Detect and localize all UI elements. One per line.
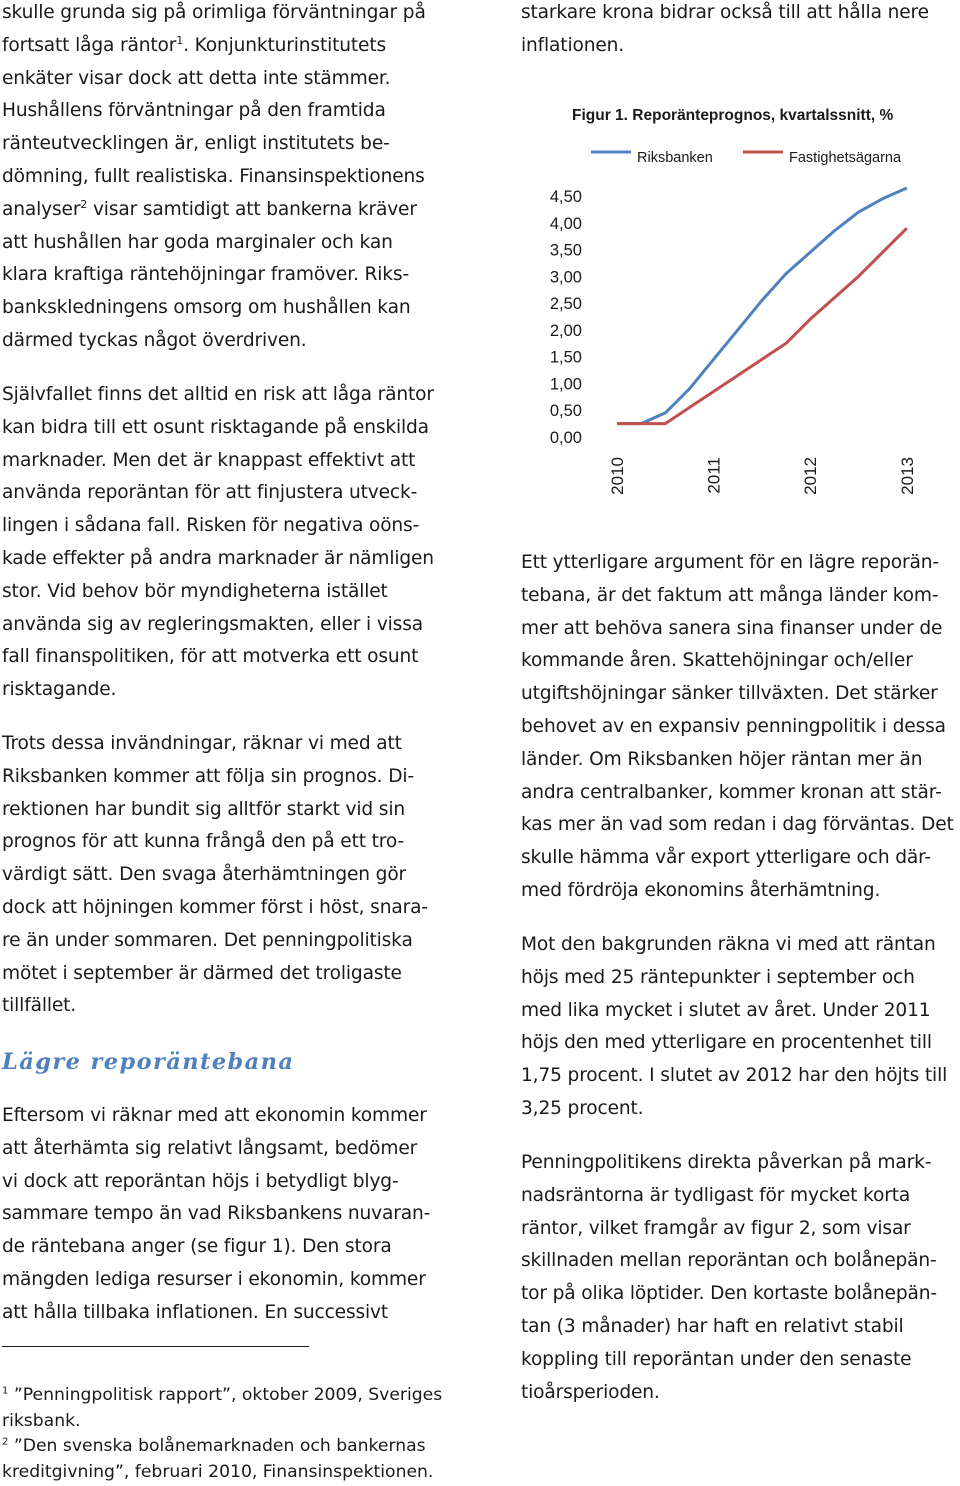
- footnote-text: ”Penningpolitisk rapport”, oktober 2009, Sveriges: [8, 1385, 442, 1405]
- paragraph: [2, 379, 434, 707]
- text-line: Självfallet finns det alltid en risk att låga räntor: [2, 379, 434, 412]
- text-line: mängden lediga resurser i ekonomin, kommer: [2, 1264, 430, 1297]
- series-line: [617, 188, 907, 424]
- paragraph: [2, 1100, 430, 1330]
- text-line: prognos för att kunna frångå den på ett tro-: [2, 826, 428, 859]
- text-line: utgiftshöjningar sänker tillväxten. Det stärker: [521, 678, 954, 711]
- text-line: Riksbanken kommer att följa sin prognos. Di-: [2, 761, 428, 794]
- y-tick-label: 3,50: [550, 242, 582, 260]
- y-tick-label: 2,00: [550, 322, 582, 340]
- text-line: behovet av en expansiv penningpolitik i dessa: [521, 711, 954, 744]
- text-line: Hushållens förväntningar på den framtida: [2, 95, 426, 128]
- text-line: risktagande.: [2, 674, 434, 707]
- footnote-text: ”Den svenska bolånemarknaden och bankernas: [8, 1436, 425, 1456]
- x-tick-label: 2011: [705, 457, 724, 494]
- text-line: tan (3 månader) har haft en relativt stabil: [521, 1311, 937, 1344]
- paragraph: [521, 1147, 937, 1409]
- chart-legend: [591, 150, 902, 166]
- text-line: med fördröja ekonomins återhämtning.: [521, 875, 954, 908]
- text-line: räntor, vilket framgår av figur 2, som visar: [521, 1213, 937, 1246]
- text-line: mer att behöva sanera sina finanser under de: [521, 613, 954, 646]
- text-line: kommande åren. Skattehöjningar och/eller: [521, 645, 954, 678]
- x-axis-labels: [608, 457, 917, 495]
- paragraph: [521, 547, 954, 908]
- text-line: starkare krona bidrar också till att hålla nere: [521, 0, 929, 30]
- text-line: Ett ytterligare argument för en lägre reporän-: [521, 547, 954, 580]
- text-line: att hushållen har goda marginaler och kan: [2, 227, 426, 260]
- y-tick-label: 3,00: [550, 268, 582, 286]
- text-line: de räntebana anger (se figur 1). Den stora: [2, 1231, 430, 1264]
- text-line: lingen i sådana fall. Risken för negativa oöns-: [2, 510, 434, 543]
- chart-series: [617, 188, 907, 424]
- text-line: dock att höjningen kommer först i höst, snara-: [2, 892, 428, 925]
- text-line: kan bidra till ett osunt risktagande på enskilda: [2, 412, 434, 445]
- text-line: tillfället.: [2, 990, 428, 1023]
- text-line: använda reporäntan för att finjustera utveck-: [2, 477, 434, 510]
- text-line: länder. Om Riksbanken höjer räntan mer än: [521, 744, 954, 777]
- x-tick-label: 2012: [801, 457, 820, 495]
- text-line: med lika mycket i slutet av året. Under 2011: [521, 995, 947, 1028]
- text-line: fortsatt låga räntor$^1$. Konjunkturinstitutets: [2, 30, 426, 63]
- text-line: ränteutvecklingen är, enligt institutets be-: [2, 128, 426, 161]
- text-line: enkäter visar dock att detta inte stämmer.: [2, 63, 426, 96]
- text-line: tioårsperioden.: [521, 1377, 937, 1410]
- text-line: skulle grunda sig på orimliga förväntningar på: [2, 0, 426, 30]
- text-line: andra centralbanker, kommer kronan att stär-: [521, 777, 954, 810]
- text-line: använda sig av regleringsmakten, eller i vissa: [2, 609, 434, 642]
- paragraph: [521, 929, 947, 1126]
- footnote-ref: 1: [176, 34, 183, 47]
- text-line: marknader. Men det är knappast effektivt att: [2, 445, 434, 478]
- text-line: skulle hämma vår export ytterligare och där-: [521, 842, 954, 875]
- paragraph: [2, 0, 426, 358]
- text-line: stor. Vid behov bör myndigheterna istället: [2, 576, 434, 609]
- section-heading: Lägre reporäntebana: [2, 1045, 294, 1079]
- text-line: Eftersom vi räknar med att ekonomin kommer: [2, 1100, 430, 1133]
- text-line: 3,25 procent.: [521, 1093, 947, 1126]
- footnote-ref: 2: [80, 198, 87, 211]
- legend-label: Riksbanken: [637, 150, 713, 166]
- text-line: Penningpolitikens direkta påverkan på mark-: [521, 1147, 937, 1180]
- x-tick-label: 2013: [898, 457, 917, 495]
- text-line: kas mer än vad som redan i dag förväntas. Det: [521, 809, 954, 842]
- footnote-text: riksbank.: [2, 1408, 442, 1434]
- chart-title: Figur 1. Reporänteprognos, kvartalssnitt, %: [572, 107, 893, 124]
- text-line: 1,75 procent. I slutet av 2012 har den höjts till: [521, 1060, 947, 1093]
- text-line: höjs med 25 räntepunkter i september och: [521, 962, 947, 995]
- y-tick-label: 4,00: [550, 215, 582, 233]
- text-line: Trots dessa invändningar, räknar vi med att: [2, 728, 428, 761]
- footnote-number: 2: [2, 1436, 8, 1447]
- text-line: fall finanspolitiken, för att motverka ett osunt: [2, 641, 434, 674]
- text-line: vi dock att reporäntan höjs i betydligt blyg-: [2, 1166, 430, 1199]
- text-line: värdigt sätt. Den svaga återhämtningen gör: [2, 859, 428, 892]
- text-line: klara kraftiga räntehöjningar framöver. Riks-: [2, 259, 426, 292]
- text-line: tebana, är det faktum att många länder kom-: [521, 580, 954, 613]
- footnote: [2, 1382, 442, 1435]
- text-line: mötet i september är därmed det troligaste: [2, 958, 428, 991]
- y-axis-labels: [550, 188, 582, 447]
- text-line: sammare tempo än vad Riksbankens nuvaran-: [2, 1198, 430, 1231]
- x-tick-label: 2010: [608, 457, 627, 495]
- y-tick-label: 0,50: [550, 402, 582, 420]
- footnote: [2, 1433, 433, 1486]
- paragraph: [2, 728, 428, 1023]
- series-line: [617, 228, 907, 423]
- text-line: Mot den bakgrunden räkna vi med att räntan: [521, 929, 947, 962]
- text-line: koppling till reporäntan under den senaste: [521, 1344, 937, 1377]
- y-tick-label: 2,50: [550, 295, 582, 313]
- text-line: analyser$^2$ visar samtidigt att bankerna kräver: [2, 194, 426, 227]
- text-line: skillnaden mellan reporäntan och bolåneрän-: [521, 1245, 937, 1278]
- text-line: inflationen.: [521, 30, 929, 63]
- text-line: rektionen har bundit sig alltför starkt vid sin: [2, 794, 428, 827]
- text-line: re än under sommaren. Det penningpolitiska: [2, 925, 428, 958]
- text-line: kade effekter på andra marknader är nämligen: [2, 543, 434, 576]
- y-tick-label: 0,00: [550, 429, 582, 447]
- text-line: därmed tyckas något överdriven.: [2, 325, 426, 358]
- footnote-number: 1: [2, 1385, 8, 1396]
- text-line: att återhämta sig relativt långsamt, bedömer: [2, 1133, 430, 1166]
- text-line: bankskledningens omsorg om hushållen kan: [2, 292, 426, 325]
- legend-label: Fastighetsägarna: [789, 150, 902, 166]
- text-line: höjs den med ytterligare en procentenhet till: [521, 1027, 947, 1060]
- text-line: nadsräntorna är tydligast för mycket korta: [521, 1180, 937, 1213]
- text-line: dömning, fullt realistiska. Finansinspektionens: [2, 161, 426, 194]
- text-line: tor på olika löptider. Den kortaste bolåneрän-: [521, 1278, 937, 1311]
- text-line: att hålla tillbaka inflationen. En successivt: [2, 1297, 430, 1330]
- y-tick-label: 1,50: [550, 349, 582, 367]
- footnote-text: kreditgivning”, februari 2010, Finansinspektionen.: [2, 1459, 433, 1485]
- paragraph: [521, 0, 929, 63]
- footnote-divider: [2, 1346, 309, 1347]
- y-tick-label: 4,50: [550, 188, 582, 206]
- reporanta-chart: [521, 95, 960, 515]
- y-tick-label: 1,00: [550, 375, 582, 393]
